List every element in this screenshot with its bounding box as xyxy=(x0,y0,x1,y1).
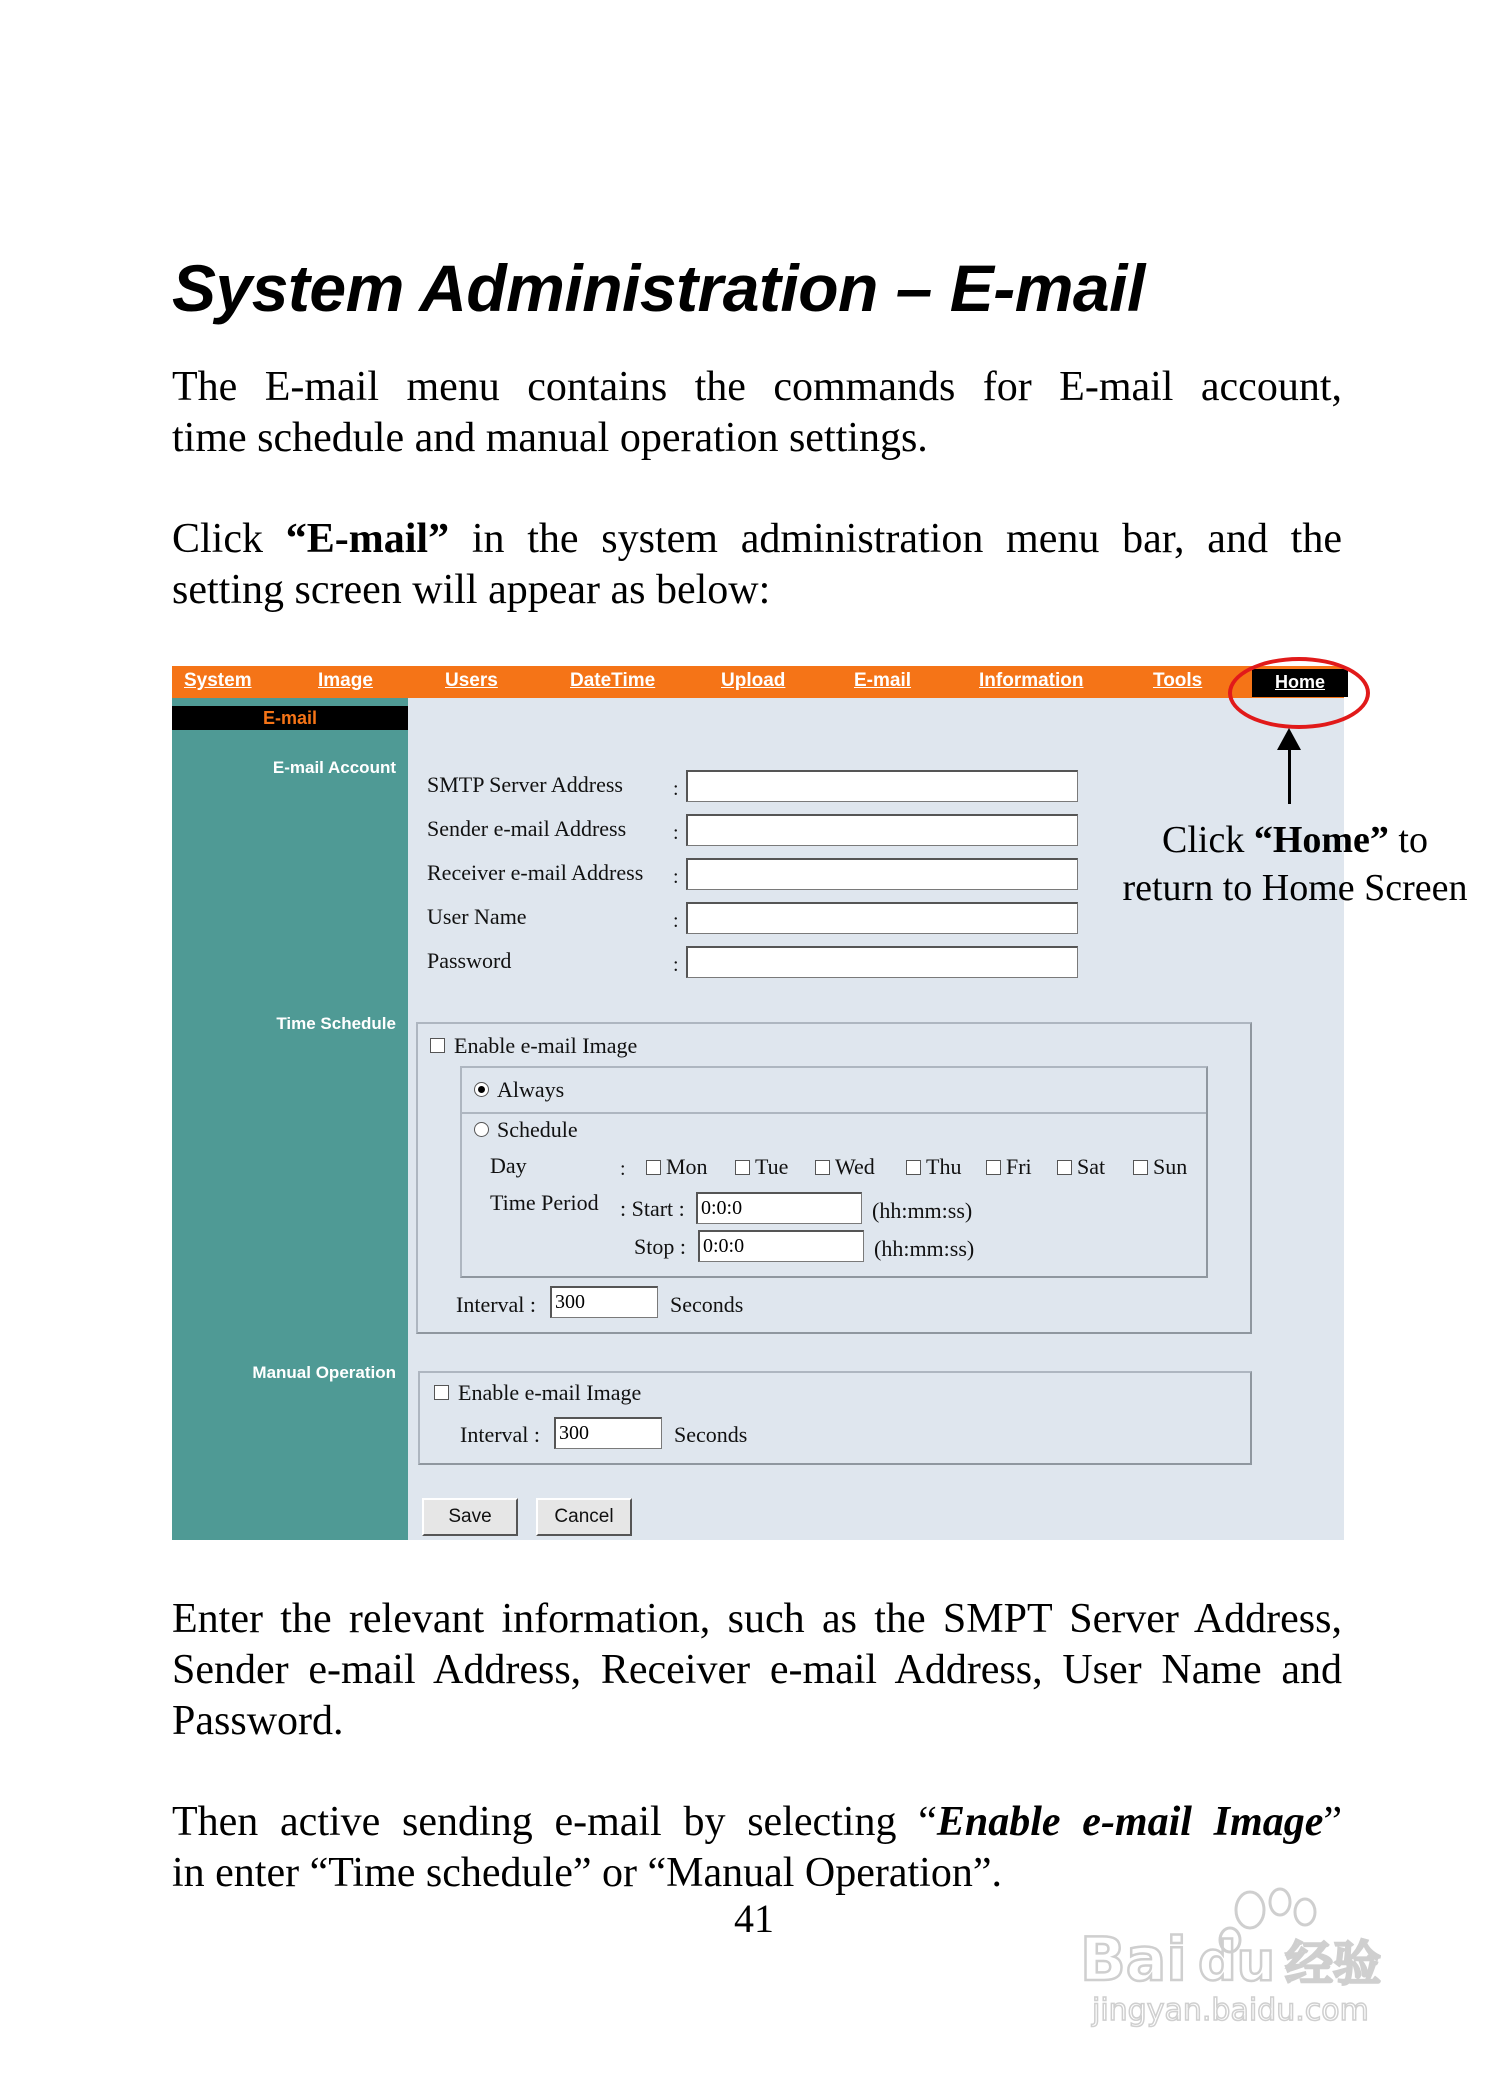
body-line-3: Password. xyxy=(172,1698,344,1744)
day-sun-checkbox[interactable] xyxy=(1133,1160,1148,1175)
always-radio[interactable] xyxy=(474,1082,489,1097)
schedule-enable-checkbox[interactable] xyxy=(430,1038,445,1053)
day-wed-checkbox[interactable] xyxy=(815,1160,830,1175)
menu-email[interactable]: E-mail xyxy=(854,670,912,691)
day-sat-label: Sat xyxy=(1077,1154,1106,1179)
svg-text:经验: 经验 xyxy=(1285,1936,1382,1992)
home-annotation xyxy=(1110,816,1480,912)
instruction-paragraph xyxy=(172,514,1342,616)
save-button[interactable]: Save xyxy=(422,1498,518,1536)
body-line-1: Enter the relevant information, such as the SMPT Server Address, xyxy=(172,1596,1342,1642)
arrow-shaft xyxy=(1288,736,1291,804)
day-colon: : xyxy=(620,1158,626,1180)
day-fri-label: Fri xyxy=(1006,1154,1032,1179)
annotation-bold: “Home” xyxy=(1253,819,1389,861)
always-label: Always xyxy=(497,1077,565,1102)
svg-text:Bai: Bai xyxy=(1080,1925,1187,1995)
smtp-colon: : xyxy=(673,778,679,800)
manual-seconds-label: Seconds xyxy=(674,1422,748,1447)
annotation-post: to xyxy=(1388,819,1428,861)
menu-image[interactable]: Image xyxy=(318,670,373,691)
email-settings-screenshot xyxy=(172,666,1344,1540)
menu-tools[interactable]: Tools xyxy=(1153,670,1203,691)
annotation-line-2: return to Home Screen xyxy=(1122,867,1468,909)
menu-upload[interactable]: Upload xyxy=(721,670,786,691)
receiver-label: Receiver e-mail Address xyxy=(427,860,644,885)
page-title: System Administration – E-mail xyxy=(172,251,1145,325)
instruction-post: in the system administration menu bar, and the xyxy=(449,516,1342,562)
admin-menu-bar xyxy=(172,666,1344,698)
stop-format-hint: (hh:mm:ss) xyxy=(874,1236,975,1261)
schedule-label: Schedule xyxy=(497,1117,578,1142)
intro-line-2: time schedule and manual operation settings. xyxy=(172,415,928,461)
smtp-server-input[interactable] xyxy=(686,770,1078,802)
day-tue-checkbox[interactable] xyxy=(735,1160,750,1175)
day-wed-label: Wed xyxy=(835,1154,875,1179)
home-highlight-ellipse xyxy=(1228,657,1370,729)
schedule-radio[interactable] xyxy=(474,1122,489,1137)
manual-interval-input[interactable] xyxy=(554,1417,662,1449)
annotation-line-1 xyxy=(1162,819,1428,861)
smtp-label: SMTP Server Address xyxy=(427,772,623,797)
time-period-label: Time Period xyxy=(490,1190,599,1215)
schedule-mode-divider xyxy=(462,1112,1206,1114)
start-label: : Start : xyxy=(620,1196,685,1221)
day-sat-checkbox[interactable] xyxy=(1057,1160,1072,1175)
receiver-email-input[interactable] xyxy=(686,858,1078,890)
section-time-schedule: Time Schedule xyxy=(276,1014,396,1033)
username-colon: : xyxy=(673,910,679,932)
manual-enable-label: Enable e-mail Image xyxy=(458,1380,642,1405)
sender-colon: : xyxy=(673,822,679,844)
section-manual-operation: Manual Operation xyxy=(252,1363,396,1382)
receiver-colon: : xyxy=(673,866,679,888)
sidebar xyxy=(172,698,408,1540)
baidu-watermark-logo xyxy=(1080,1880,1440,2030)
username-label: User Name xyxy=(427,904,527,929)
page-number: 41 xyxy=(734,1896,774,1941)
manual-enable-checkbox[interactable] xyxy=(434,1385,449,1400)
instruction-pre: Click xyxy=(172,516,286,562)
sender-email-input[interactable] xyxy=(686,814,1078,846)
day-label: Day xyxy=(490,1153,527,1178)
schedule-enable-label: Enable e-mail Image xyxy=(454,1033,638,1058)
manual-interval-label: Interval : xyxy=(460,1422,541,1447)
home-button[interactable]: Home xyxy=(1252,669,1348,697)
day-thu-label: Thu xyxy=(926,1154,962,1179)
schedule-interval-input[interactable] xyxy=(550,1286,658,1318)
day-mon-label: Mon xyxy=(666,1154,708,1179)
cancel-button[interactable]: Cancel xyxy=(536,1498,632,1536)
menu-information[interactable]: Information xyxy=(979,670,1084,691)
svg-text:du: du xyxy=(1198,1930,1276,1993)
closing-italic: Enable e-mail Image xyxy=(936,1799,1324,1845)
closing-line-2: in enter “Time schedule” or “Manual Operation”. xyxy=(172,1850,1002,1896)
svg-text:jingyan.baidu.com: jingyan.baidu.com xyxy=(1092,1993,1369,2028)
instruction-line-2: setting screen will appear as below: xyxy=(172,567,771,613)
section-email-account: E-mail Account xyxy=(272,758,396,777)
intro-line-1: The E-mail menu contains the commands for E-mail account, xyxy=(172,364,1342,410)
schedule-seconds-label: Seconds xyxy=(670,1292,744,1317)
day-fri-checkbox[interactable] xyxy=(986,1160,1001,1175)
day-tue-label: Tue xyxy=(755,1154,789,1179)
instruction-bold: “E-mail” xyxy=(285,516,450,562)
username-input[interactable] xyxy=(686,902,1078,934)
body-line-2: Sender e-mail Address, Receiver e-mail Address, User Name and xyxy=(172,1647,1342,1693)
annotation-pre: Click xyxy=(1162,819,1254,861)
stop-label: Stop : xyxy=(634,1234,686,1259)
day-mon-checkbox[interactable] xyxy=(646,1160,661,1175)
instruction-line-1 xyxy=(172,514,1342,565)
body-paragraph xyxy=(172,1594,1342,1747)
start-format-hint: (hh:mm:ss) xyxy=(872,1198,973,1223)
menu-users[interactable]: Users xyxy=(445,670,498,691)
schedule-interval-label: Interval : xyxy=(456,1292,537,1317)
start-time-input[interactable] xyxy=(696,1192,862,1224)
password-label: Password xyxy=(427,948,512,973)
closing-line-1 xyxy=(172,1797,1342,1848)
menu-datetime[interactable]: DateTime xyxy=(570,670,656,691)
password-input[interactable] xyxy=(686,946,1078,978)
intro-paragraph xyxy=(172,362,1342,464)
sender-label: Sender e-mail Address xyxy=(427,816,627,841)
stop-time-input[interactable] xyxy=(698,1230,864,1262)
closing-post: ” xyxy=(1323,1799,1342,1845)
closing-pre: Then active sending e-mail by selecting “ xyxy=(172,1799,937,1845)
day-sun-label: Sun xyxy=(1153,1154,1188,1179)
day-thu-checkbox[interactable] xyxy=(906,1160,921,1175)
sidebar-active-email: E-mail xyxy=(172,706,408,730)
menu-system[interactable]: System xyxy=(184,670,252,691)
password-colon: : xyxy=(673,954,679,976)
